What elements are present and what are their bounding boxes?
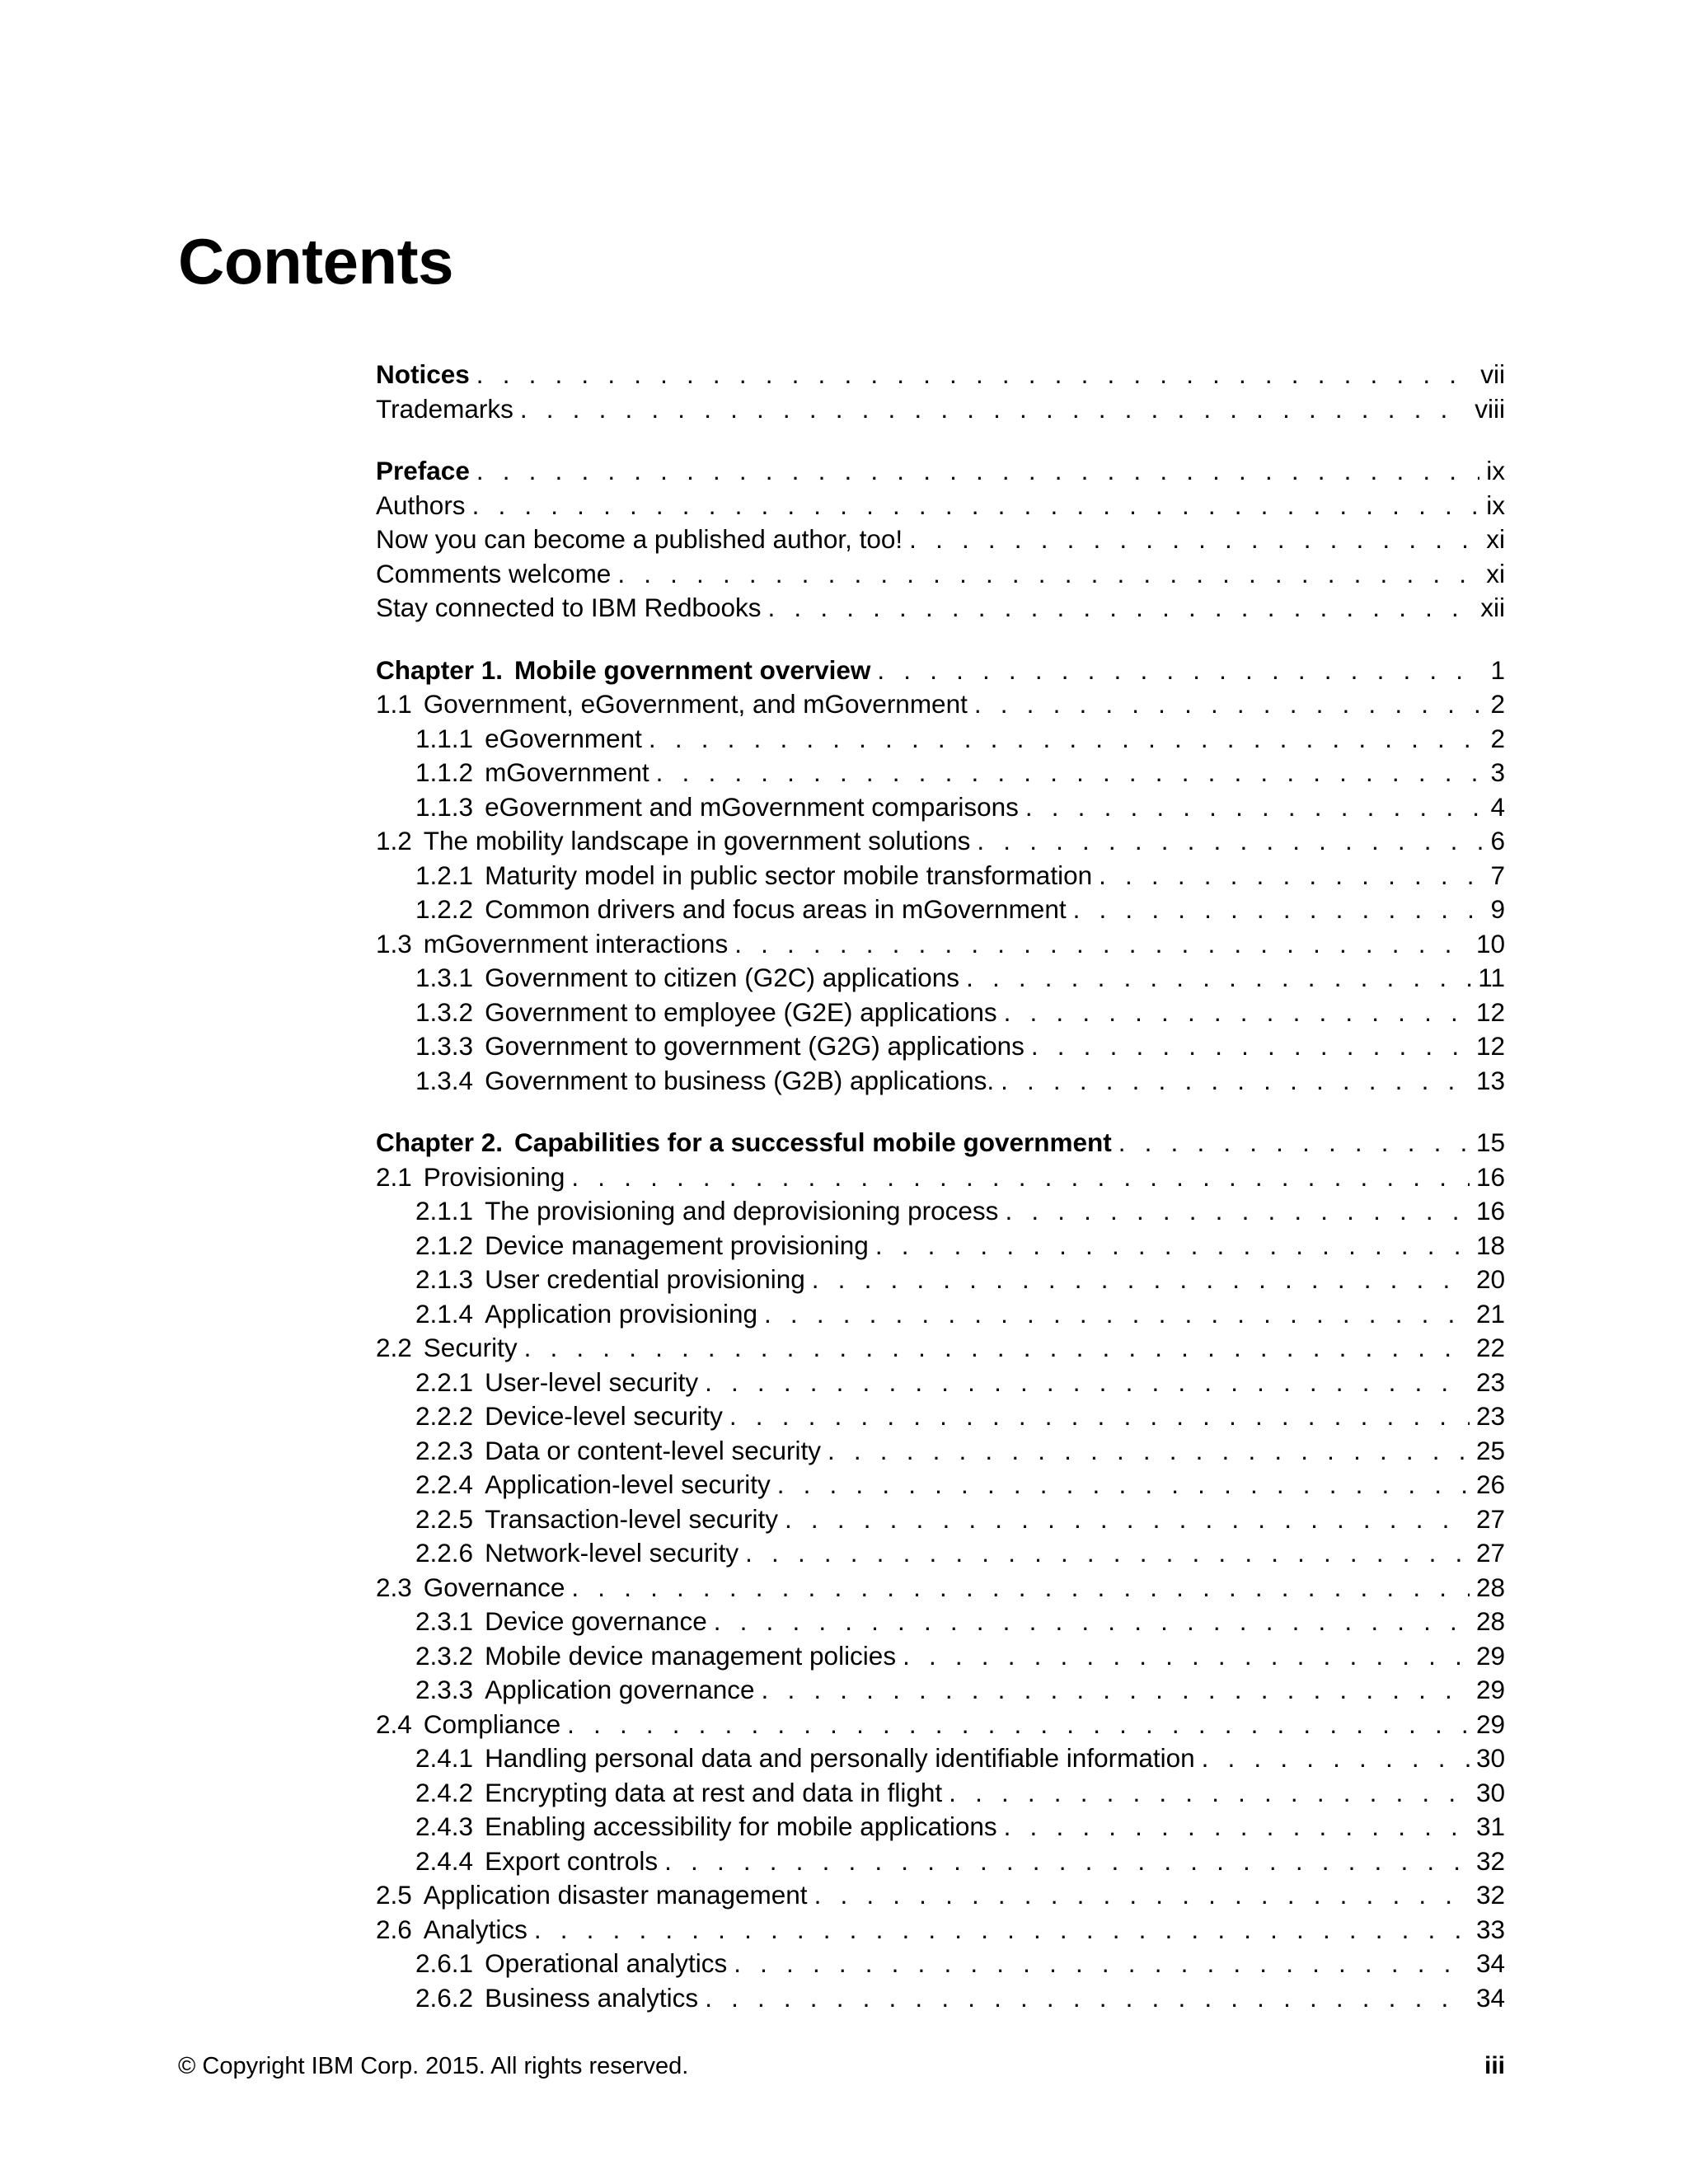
toc-entry-number: 1.3.1 xyxy=(415,963,474,992)
toc-entry[interactable] xyxy=(376,654,1505,688)
toc-entry-label: Device governance xyxy=(485,1606,707,1636)
toc-entry-number: 2.3.2 xyxy=(415,1640,474,1671)
toc-entry[interactable] xyxy=(376,1810,1505,1844)
toc-entry-page: 2 xyxy=(1490,689,1505,719)
toc-entry[interactable] xyxy=(376,591,1505,626)
toc-entry[interactable] xyxy=(376,927,1505,962)
toc-group xyxy=(376,454,1505,626)
toc-entry-label: mGovernment interactions xyxy=(423,928,729,958)
dot-leader xyxy=(875,1229,1470,1263)
toc-entry[interactable] xyxy=(376,1366,1505,1400)
toc-entry-label: Now you can become a published author, too! xyxy=(376,524,903,554)
toc-entry[interactable] xyxy=(376,1331,1505,1366)
dot-leader xyxy=(571,1571,1470,1605)
dot-leader xyxy=(656,756,1484,790)
toc-entry-label: User-level security xyxy=(485,1366,699,1397)
toc-entry[interactable] xyxy=(376,996,1505,1030)
toc-entry-page: vii xyxy=(1480,359,1505,389)
toc-entry[interactable] xyxy=(376,722,1505,757)
toc-entry-label: Analytics xyxy=(423,1914,528,1944)
dot-leader xyxy=(649,722,1484,757)
toc-entry-page: 27 xyxy=(1475,1538,1505,1568)
toc-entry-page: 30 xyxy=(1475,1777,1505,1807)
dot-leader xyxy=(476,454,1479,489)
toc-entry-page: 12 xyxy=(1475,1031,1505,1061)
toc-entry-page: 23 xyxy=(1475,1366,1505,1397)
toc-entry-page: 23 xyxy=(1475,1401,1505,1431)
toc-entry[interactable] xyxy=(376,790,1505,825)
dot-leader xyxy=(734,927,1470,962)
toc-entry[interactable] xyxy=(376,1502,1505,1537)
toc-entry-page: 20 xyxy=(1475,1264,1505,1294)
toc-entry-number: 2.3.1 xyxy=(415,1606,474,1636)
dot-leader xyxy=(1073,893,1484,927)
toc-entry-page: 22 xyxy=(1475,1333,1505,1362)
toc-entry-number: 2.2.6 xyxy=(415,1538,474,1568)
toc-entry-number: 1.2.1 xyxy=(415,860,474,890)
toc-entry-number: 2.2 xyxy=(376,1333,412,1362)
dot-leader xyxy=(1001,1064,1470,1099)
toc-entry-label: Application governance xyxy=(485,1675,755,1704)
toc-entry-page: 25 xyxy=(1475,1435,1505,1465)
toc-entry-page: 11 xyxy=(1478,963,1505,992)
dot-leader xyxy=(828,1434,1470,1469)
toc-entry-label: Capabilities for a successful mobile government xyxy=(514,1127,1112,1157)
copyright-notice: © Copyright IBM Corp. 2015. All rights reserved. xyxy=(178,2053,689,2079)
toc-entry-label: Notices xyxy=(376,359,470,389)
toc-entry-label: Authors xyxy=(376,490,466,520)
toc-entry-number: 2.3.3 xyxy=(415,1675,474,1704)
toc-entry-label: Mobile government overview xyxy=(514,654,871,685)
toc-entry-number: 2.1 xyxy=(376,1161,412,1192)
toc-entry-page: 1 xyxy=(1490,654,1505,685)
toc-entry[interactable] xyxy=(376,523,1505,557)
page-title: Contents xyxy=(178,225,453,298)
toc-entry-label: Network-level security xyxy=(485,1538,739,1568)
toc-entry[interactable] xyxy=(376,1468,1505,1502)
footer-page-number: iii xyxy=(1484,2052,1505,2079)
toc-entry-label: Data or content-level security xyxy=(485,1435,821,1465)
toc-entry-label: Device management provisioning xyxy=(485,1230,869,1260)
toc-entry-label: Application-level security xyxy=(485,1469,771,1499)
toc-entry-number: 2.2.3 xyxy=(415,1435,474,1465)
toc-entry-label: Government to citizen (G2C) applications xyxy=(485,963,960,992)
toc-entry-label: Stay connected to IBM Redbooks xyxy=(376,593,762,622)
dot-leader xyxy=(520,392,1468,427)
dot-leader xyxy=(814,1878,1470,1913)
toc-entry[interactable] xyxy=(376,557,1505,592)
toc-entry[interactable] xyxy=(376,1571,1505,1605)
toc-group xyxy=(376,358,1505,426)
toc-group xyxy=(376,654,1505,1099)
toc-entry-page: xii xyxy=(1480,593,1505,622)
toc-entry-number: 2.4.4 xyxy=(415,1845,474,1876)
toc-entry[interactable] xyxy=(376,454,1505,489)
dot-leader xyxy=(617,557,1479,592)
toc-entry[interactable] xyxy=(376,489,1505,523)
dot-leader xyxy=(966,961,1471,996)
toc-entry-page: 13 xyxy=(1475,1065,1505,1095)
toc-entry-page: 33 xyxy=(1475,1914,1505,1944)
toc-entry-page: 31 xyxy=(1475,1811,1505,1841)
dot-leader xyxy=(768,591,1475,626)
toc-entry-label: Government, eGovernment, and mGovernment xyxy=(423,689,968,719)
dot-leader xyxy=(729,1399,1470,1434)
toc-entry-page: 2 xyxy=(1490,723,1505,753)
toc-entry-label: eGovernment xyxy=(485,723,642,753)
toc-entry-page: 32 xyxy=(1475,1880,1505,1910)
toc-entry-page: ix xyxy=(1486,490,1505,520)
toc-entry-page: 4 xyxy=(1490,791,1505,822)
toc-entry-number: Chapter 1. xyxy=(376,654,504,685)
toc-entry[interactable] xyxy=(376,1776,1505,1811)
toc-entry[interactable] xyxy=(376,687,1505,722)
toc-entry[interactable] xyxy=(376,392,1505,427)
toc-entry[interactable] xyxy=(376,1160,1505,1195)
toc-entry-label: Handling personal data and personally identifiable information xyxy=(485,1743,1195,1773)
toc-entry-label: eGovernment and mGovernment comparisons xyxy=(485,791,1019,822)
toc-entry-label: Government to employee (G2E) applications xyxy=(485,996,997,1027)
toc-entry-label: The mobility landscape in government solutions xyxy=(423,826,971,855)
toc-entry-number: 2.6 xyxy=(376,1914,412,1944)
toc-entry-label: Trademarks xyxy=(376,393,513,424)
dot-leader xyxy=(812,1263,1470,1297)
toc-entry-number: Chapter 2. xyxy=(376,1127,504,1157)
toc-entry-label: Export controls xyxy=(485,1845,659,1876)
dot-leader xyxy=(877,654,1484,688)
toc-entry-label: Mobile device management policies xyxy=(485,1640,897,1671)
toc-entry-number: 1.2 xyxy=(376,826,412,855)
toc-entry[interactable] xyxy=(376,1434,1505,1469)
toc-entry-label: Security xyxy=(423,1333,518,1362)
toc-entry[interactable] xyxy=(376,1399,1505,1434)
toc-entry-number: 1.3.2 xyxy=(415,996,474,1027)
toc-entry-number: 2.2.2 xyxy=(415,1401,474,1431)
dot-leader xyxy=(764,1297,1470,1332)
toc-entry-number: 1.2.2 xyxy=(415,894,474,924)
toc-entry-page: 16 xyxy=(1475,1196,1505,1226)
dot-leader xyxy=(1004,1810,1470,1844)
toc-entry-label: Compliance xyxy=(423,1708,561,1739)
toc-entry[interactable] xyxy=(376,1126,1505,1160)
toc-entry-page: 27 xyxy=(1475,1503,1505,1534)
toc-entry[interactable] xyxy=(376,1639,1505,1674)
dot-leader xyxy=(705,1981,1470,2016)
toc-entry-number: 2.1.2 xyxy=(415,1230,474,1260)
toc-entry-page: 15 xyxy=(1475,1127,1505,1157)
toc-entry-number: 2.2.5 xyxy=(415,1503,474,1534)
toc-entry-page: 26 xyxy=(1475,1469,1505,1499)
toc-entry[interactable] xyxy=(376,824,1505,859)
toc-entry-label: The provisioning and deprovisioning process xyxy=(485,1196,999,1226)
toc-entry[interactable] xyxy=(376,961,1505,996)
toc-entry-number: 2.1.4 xyxy=(415,1298,474,1329)
toc-entry-page: 34 xyxy=(1475,1982,1505,2013)
toc-entry[interactable] xyxy=(376,1194,1505,1229)
toc-entry-label: Provisioning xyxy=(423,1161,565,1192)
toc-entry-label: Transaction-level security xyxy=(485,1503,779,1534)
dot-leader xyxy=(1004,996,1470,1030)
toc-entry[interactable] xyxy=(376,859,1505,893)
toc-entry-number: 2.4.2 xyxy=(415,1777,474,1807)
toc-entry-label: Maturity model in public sector mobile transformation xyxy=(485,860,1093,890)
dot-leader xyxy=(949,1776,1470,1811)
toc-entry[interactable] xyxy=(376,1263,1505,1297)
toc-entry-label: Preface xyxy=(376,456,470,485)
toc-entry[interactable] xyxy=(376,1913,1505,1947)
toc-entry[interactable] xyxy=(376,1605,1505,1639)
toc-entry[interactable] xyxy=(376,1844,1505,1879)
dot-leader xyxy=(705,1366,1470,1400)
toc-entry-page: 29 xyxy=(1475,1675,1505,1704)
toc-entry-page: xi xyxy=(1486,524,1505,554)
toc-entry-label: Governance xyxy=(423,1572,565,1602)
toc-entry[interactable] xyxy=(376,1029,1505,1064)
toc-entry-page: 28 xyxy=(1475,1572,1505,1602)
toc-group xyxy=(376,1126,1505,2015)
dot-leader xyxy=(1118,1126,1470,1160)
toc-entry-label: Government to government (G2G) applications xyxy=(485,1031,1025,1061)
toc-entry-page: 16 xyxy=(1475,1161,1505,1192)
dot-leader xyxy=(785,1502,1470,1537)
toc-entry-number: 1.3 xyxy=(376,928,412,958)
toc-entry-label: Government to business (G2B) applications. xyxy=(485,1065,995,1095)
toc-entry-page: 10 xyxy=(1475,928,1505,958)
toc-entry-label: Application provisioning xyxy=(485,1298,758,1329)
toc-entry-number: 2.6.2 xyxy=(415,1982,474,2013)
toc-entry[interactable] xyxy=(376,1229,1505,1263)
toc-entry[interactable] xyxy=(376,1536,1505,1571)
toc-entry-number: 2.5 xyxy=(376,1880,412,1910)
toc-entry[interactable] xyxy=(376,1741,1505,1776)
toc-entry[interactable] xyxy=(376,1064,1505,1099)
toc-entry-page: ix xyxy=(1486,456,1505,485)
toc-entry-number: 2.4.1 xyxy=(415,1743,474,1773)
dot-leader xyxy=(664,1844,1470,1879)
toc-entry-number: 2.3 xyxy=(376,1572,412,1602)
toc-entry[interactable] xyxy=(376,1947,1505,1981)
toc-entry-label: Common drivers and focus areas in mGovernment xyxy=(485,894,1067,924)
toc-entry-number: 2.4 xyxy=(376,1708,412,1739)
toc-entry-label: Comments welcome xyxy=(376,558,612,588)
toc-entry-number: 2.2.4 xyxy=(415,1469,474,1499)
toc-entry-page: viii xyxy=(1475,393,1505,424)
toc-entry-label: Device-level security xyxy=(485,1401,723,1431)
toc-entry-number: 2.1.3 xyxy=(415,1264,474,1294)
toc-entry[interactable] xyxy=(376,756,1505,790)
toc-entry-number: 1.3.3 xyxy=(415,1031,474,1061)
toc-entry-label: Operational analytics xyxy=(485,1948,728,1978)
toc-entry-page: 29 xyxy=(1475,1640,1505,1671)
toc-entry-page: 6 xyxy=(1490,826,1505,855)
dot-leader xyxy=(472,489,1480,523)
dot-leader xyxy=(1025,790,1484,825)
toc-entry-page: 32 xyxy=(1475,1845,1505,1876)
dot-leader xyxy=(1202,1741,1470,1776)
toc-entry-number: 2.1.1 xyxy=(415,1196,474,1226)
toc-entry-page: 12 xyxy=(1475,996,1505,1027)
dot-leader xyxy=(714,1605,1470,1639)
toc-entry-number: 1.1 xyxy=(376,689,412,719)
toc-entry[interactable] xyxy=(376,893,1505,927)
toc-entry-page: 34 xyxy=(1475,1948,1505,1978)
toc-entry-number: 1.1.2 xyxy=(415,757,474,787)
dot-leader xyxy=(476,358,1474,392)
dot-leader xyxy=(734,1947,1470,1981)
toc-entry-page: 30 xyxy=(1475,1743,1505,1773)
toc-entry[interactable] xyxy=(376,1981,1505,2016)
table-of-contents xyxy=(376,358,1505,2015)
dot-leader xyxy=(777,1468,1470,1502)
dot-leader xyxy=(974,687,1484,722)
toc-entry[interactable] xyxy=(376,358,1505,392)
toc-entry-number: 1.1.1 xyxy=(415,723,474,753)
toc-entry-number: 1.1.3 xyxy=(415,791,474,822)
dot-leader xyxy=(534,1913,1470,1947)
toc-entry-label: Application disaster management xyxy=(423,1880,808,1910)
dot-leader xyxy=(1031,1029,1470,1064)
toc-entry[interactable] xyxy=(376,1673,1505,1708)
toc-entry-page: 9 xyxy=(1490,894,1505,924)
toc-entry-label: Business analytics xyxy=(485,1982,699,2013)
page-footer xyxy=(178,2052,1505,2080)
toc-entry-page: xi xyxy=(1486,558,1505,588)
toc-entry-page: 3 xyxy=(1490,757,1505,787)
toc-entry-page: 7 xyxy=(1490,860,1505,890)
toc-entry-page: 18 xyxy=(1475,1230,1505,1260)
toc-entry-number: 1.3.4 xyxy=(415,1065,474,1095)
toc-entry-page: 28 xyxy=(1475,1606,1505,1636)
dot-leader xyxy=(1099,859,1484,893)
toc-entry-number: 2.4.3 xyxy=(415,1811,474,1841)
toc-entry[interactable] xyxy=(376,1708,1505,1742)
toc-entry-page: 29 xyxy=(1475,1708,1505,1739)
toc-entry-label: User credential provisioning xyxy=(485,1264,805,1294)
dot-leader xyxy=(571,1160,1470,1195)
toc-entry-number: 2.6.1 xyxy=(415,1948,474,1978)
dot-leader xyxy=(567,1708,1470,1742)
toc-entry-label: mGovernment xyxy=(485,757,649,787)
dot-leader xyxy=(903,1639,1470,1674)
dot-leader xyxy=(977,824,1484,859)
toc-entry-label: Encrypting data at rest and data in flight xyxy=(485,1777,943,1807)
toc-entry-label: Enabling accessibility for mobile applications xyxy=(485,1811,997,1841)
dot-leader xyxy=(762,1673,1470,1708)
toc-entry-page: 21 xyxy=(1475,1298,1505,1329)
dot-leader xyxy=(524,1331,1470,1366)
dot-leader xyxy=(745,1536,1470,1571)
toc-entry[interactable] xyxy=(376,1878,1505,1913)
toc-entry[interactable] xyxy=(376,1297,1505,1332)
dot-leader xyxy=(1005,1194,1470,1229)
toc-entry-number: 2.2.1 xyxy=(415,1366,474,1397)
dot-leader xyxy=(909,523,1479,557)
